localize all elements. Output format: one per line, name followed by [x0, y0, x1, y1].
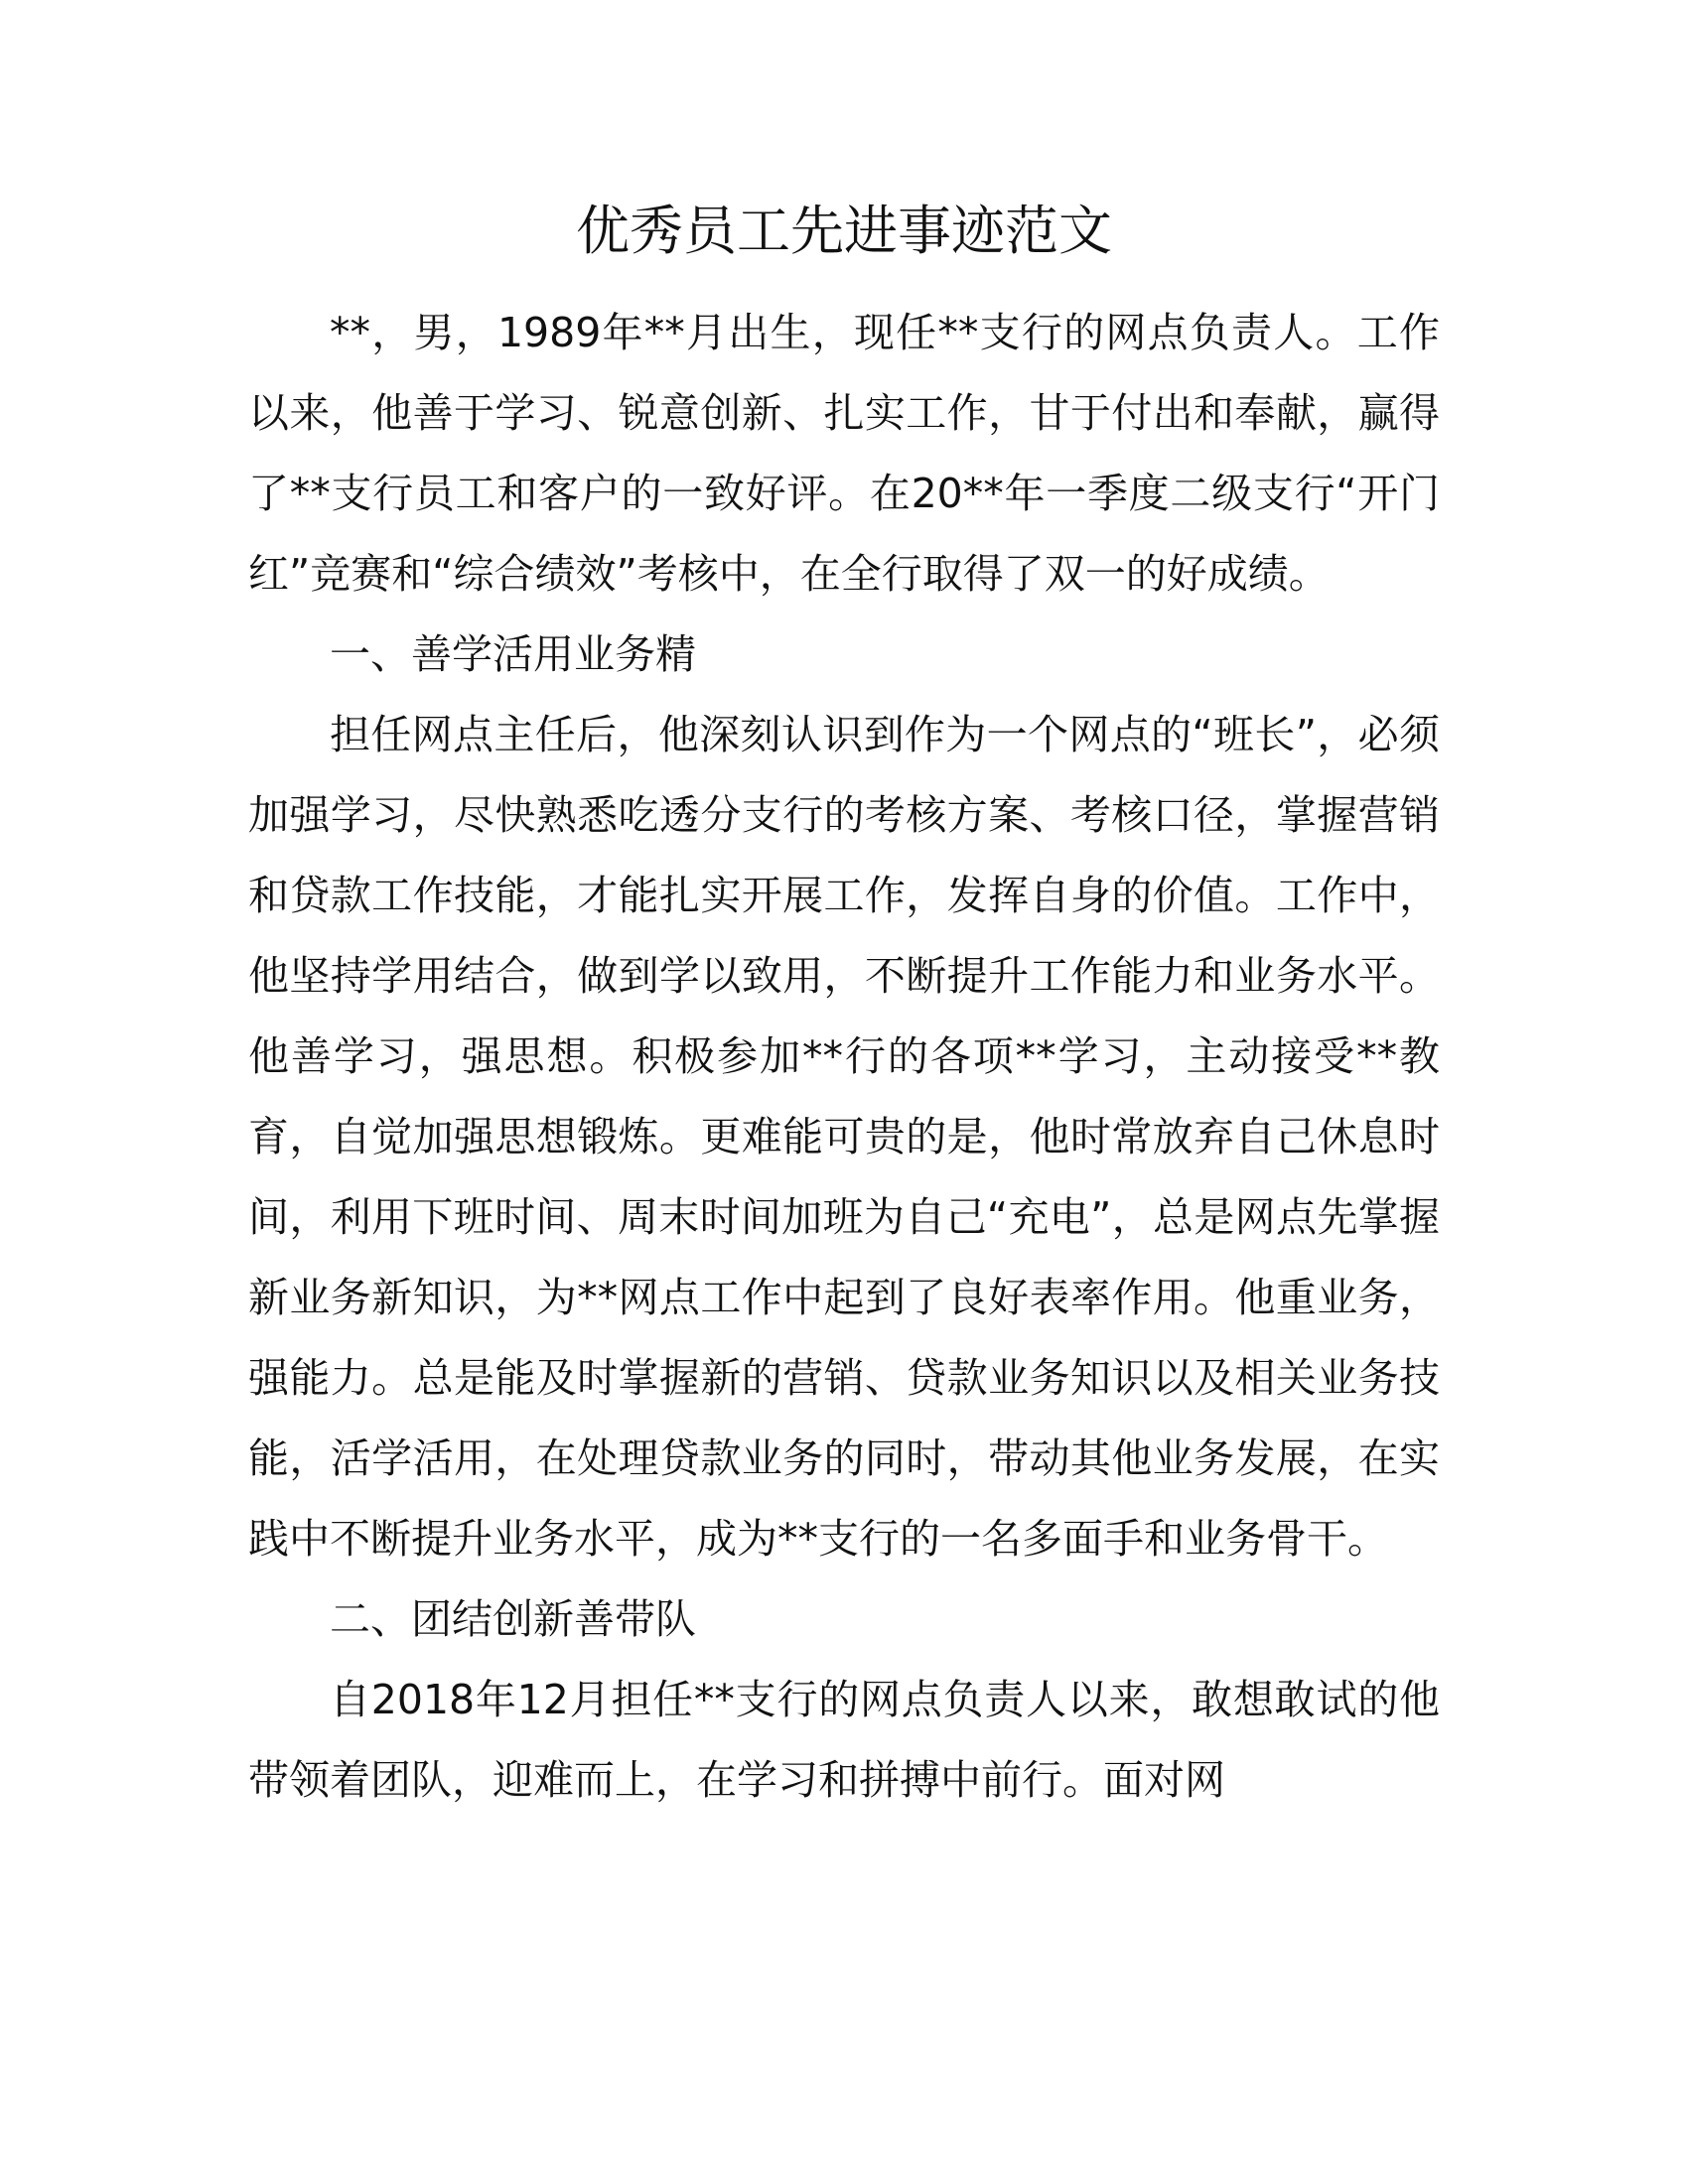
- section-1-heading: 一、善学活用业务精: [330, 630, 696, 678]
- section-2-heading: 二、团结创新善带队: [330, 1595, 696, 1643]
- document-body: [248, 293, 1440, 1821]
- section-1-paragraph: 担任网点主任后，他深刻认识到作为一个网点的“班长”，必须加强学习，尽快熟悉吃透分支行的考核方案、考核口径，掌握营销和贷款工作技能，才能扎实开展工作，发挥自身的价值。工作中，他坚持学用结合，做到学以致用，不断提升工作能力和业务水平。他善学习，强思想。积极参加**行的各项**学习，主动接受**教育，自觉加强思想锻炼。更难能可贵的是，他时常放弃自己休息时间，利用下班时间、周末时间加班为自己“充电”，总是网点先掌握新业务新知识，为**网点工作中起到了良好表率作用。他重业务，强能力。总是能及时掌握新的营销、贷款业务知识以及相关业务技能，活学活用，在处理贷款业务的同时，带动其他业务发展，在实践中不断提升业务水平，成为**支行的一名多面手和业务骨干。: [248, 711, 1440, 1563]
- document-title: 优秀员工先进事迹范文: [576, 200, 1112, 262]
- section-2-paragraph: 自2018年12月担任**支行的网点负责人以来，敢想敢试的他带领着团队，迎难而上，在学习和拼搏中前行。面对网: [248, 1676, 1440, 1804]
- intro-paragraph: **，男，1989年**月出生，现任**支行的网点负责人。工作以来，他善于学习、锐意创新、扎实工作，甘于付出和奉献，赢得了**支行员工和客户的一致好评。在20**年一季度二级支行“开门红”竞赛和“综合绩效”考核中，在全行取得了双一的好成绩。: [248, 309, 1440, 598]
